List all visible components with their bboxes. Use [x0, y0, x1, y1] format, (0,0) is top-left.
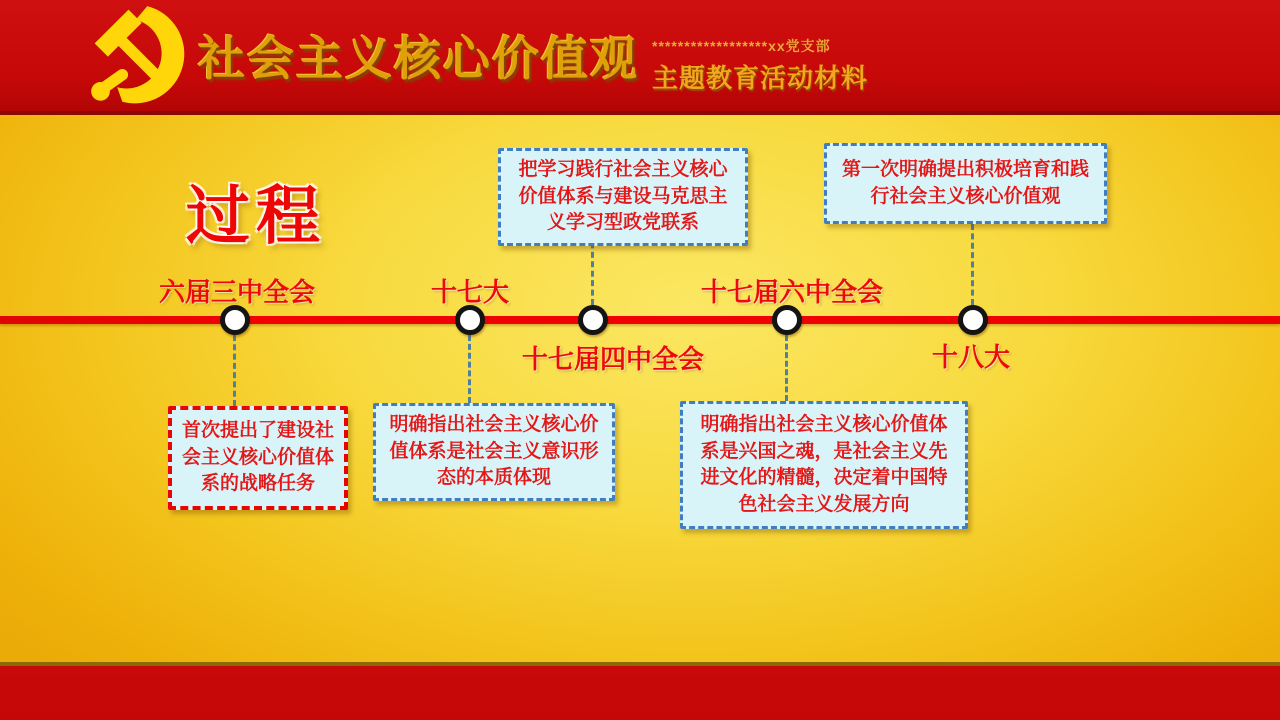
- timeline-node: [220, 305, 250, 335]
- timeline-event-label: 十八大: [931, 342, 1011, 372]
- slide-header-subtitle: 主题教育活动材料: [652, 63, 869, 93]
- timeline-event-label: 十七大: [430, 277, 510, 307]
- slide-header-title: 社会主义核心价值观: [198, 32, 639, 85]
- timeline-node: [578, 305, 608, 335]
- slide-body: [0, 115, 1280, 662]
- note-text-bold: 兴国之魂: [738, 440, 815, 462]
- note-text: 第一次明确提出积极培育和践行社会主义核心价值观: [841, 158, 1089, 207]
- note-text: 把学习践行社会主义核心价值体系与建设马克思主义学习型政党联系: [518, 159, 728, 234]
- note-text: 明确指出社会主义核心价值体系是社会主义意识形态的本质体现: [389, 414, 599, 489]
- note-box-bottom-3: [680, 401, 968, 529]
- note-box-top-2: [824, 143, 1107, 224]
- timeline-event-label: 十七届四中全会: [521, 344, 705, 374]
- connector-line: [468, 335, 471, 403]
- note-text: [695, 412, 953, 518]
- header-banner: [0, 0, 1280, 115]
- note-box-top-1: [498, 148, 748, 246]
- connector-line: [971, 224, 974, 305]
- section-title: 过程: [186, 180, 326, 252]
- timeline-event-label: 六届三中全会: [158, 277, 316, 307]
- note-text: 首次提出了建设社会主义核心价值体系的战略任务: [181, 420, 334, 495]
- note-box-bottom-1: [168, 406, 348, 510]
- header-right-block: [652, 36, 1072, 95]
- connector-line: [785, 335, 788, 401]
- timeline-axis: [0, 316, 1280, 324]
- timeline-node: [958, 305, 988, 335]
- timeline-node: [455, 305, 485, 335]
- note-text-after: ，是社会主义先进文化的精髓，决定着中国特色社会主义发展方向: [700, 440, 948, 515]
- connector-line: [233, 335, 236, 406]
- org-name-line: ******************xx党支部: [652, 38, 831, 54]
- footer-bar: [0, 662, 1280, 720]
- party-emblem-icon: [86, 4, 192, 108]
- timeline-event-label: 十七届六中全会: [700, 277, 884, 307]
- note-text-before: 明确指出社会主义核心价值体系是: [700, 414, 948, 462]
- timeline-node: [772, 305, 802, 335]
- note-box-bottom-2: [373, 403, 615, 501]
